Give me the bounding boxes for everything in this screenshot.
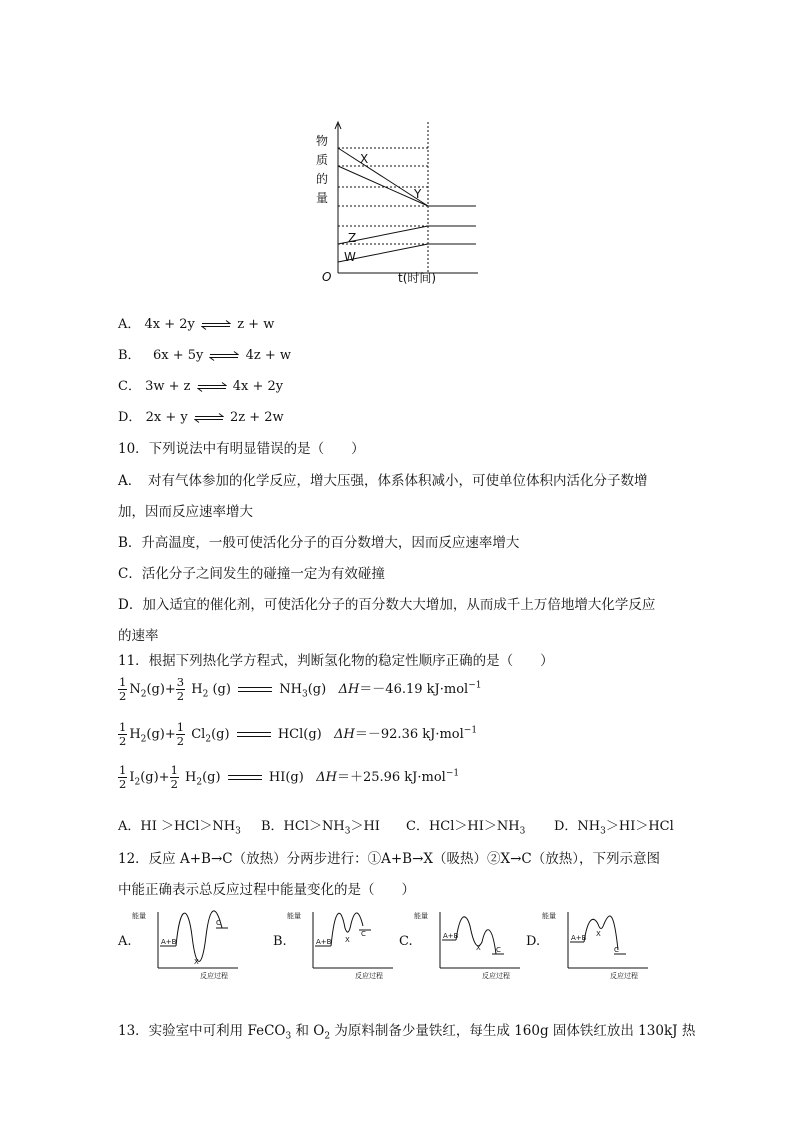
energy-diagram-a — [130, 906, 242, 980]
fraction: $\frac{1}{2}$ — [119, 763, 127, 791]
energy-diagram-c — [412, 906, 524, 980]
equilibrium-arrow-icon — [201, 320, 231, 330]
ylabel-char-3: 的 — [316, 172, 329, 186]
series-label-y: Y — [414, 187, 422, 201]
option-lhs: 2x + y — [145, 410, 188, 425]
q10-option-a-line1: A． 对有气体参加的化学反应，增大压强，体系体积减小，可使单位体积内活化分子数增 — [118, 473, 648, 489]
svg-text:A+B: A+B — [161, 938, 177, 946]
option-rhs: 4x + 2y — [232, 379, 284, 394]
q10-option-b: B．升高温度，一般可使活化分子的百分数增大，因而反应速率增大 — [118, 535, 520, 551]
svg-text:C: C — [361, 930, 366, 938]
svg-text:X: X — [194, 958, 199, 966]
q12-option-c-letter: C. — [399, 934, 413, 949]
q12-stem-line1: 12．反应 A+B→C（放热）分两步进行：①A+B→X（吸热）②X→C（放热），下列示意图 — [118, 851, 660, 867]
svg-text:X: X — [596, 930, 601, 938]
option-letter: D． — [118, 410, 142, 425]
svg-text:A+B: A+B — [571, 934, 587, 942]
equals-arrow-icon — [228, 774, 262, 782]
equilibrium-arrow-icon — [209, 351, 239, 361]
fraction: $\frac{1}{2}$ — [176, 720, 185, 748]
svg-text:A+B: A+B — [443, 932, 459, 940]
equals-arrow-icon — [237, 731, 271, 739]
ylabel-char-1: 物 — [316, 134, 329, 148]
fraction: $\frac{3}{2}$ — [176, 675, 185, 703]
option-letter: A． — [118, 317, 141, 332]
ylabel-char-2: 质 — [316, 153, 329, 167]
option-rhs: 2z + 2w — [229, 410, 284, 425]
series-label-x: X — [360, 152, 369, 166]
amount-time-figure — [310, 118, 490, 288]
series-label-w: W — [344, 250, 356, 264]
q11-stem: 11．根据下列热化学方程式，判断氢化物的稳定性顺序正确的是（ ） — [118, 653, 554, 669]
svg-text:A+B: A+B — [316, 938, 332, 946]
fraction: $\frac{1}{2}$ — [119, 675, 127, 703]
energy-diagram-d — [540, 906, 652, 980]
q12-option-b-letter: B. — [273, 934, 287, 949]
q9-option-b — [118, 344, 291, 363]
equals-arrow-icon — [238, 686, 272, 694]
equilibrium-arrow-icon — [197, 382, 227, 392]
svg-text:C: C — [496, 946, 501, 954]
option-letter: C． — [118, 379, 141, 394]
option-rhs: z + w — [237, 317, 275, 332]
q11-option-a: A．HI $>HCl>NH_3$ — [118, 819, 241, 837]
svg-text:能量: 能量 — [414, 912, 428, 920]
q11-equation-3: $\frac{1}{2}$ $I_2(g)+$ $\frac{1}{2}$ $H_2(g)$ HI(g) ΔH＝＋25.96 kJ·mol$^{-1}$ — [119, 763, 460, 791]
svg-text:X: X — [476, 944, 481, 952]
svg-text:反应过程: 反应过程 — [482, 972, 510, 980]
equilibrium-arrow-icon — [194, 413, 224, 423]
option-lhs: 3w + z — [145, 379, 191, 394]
q9-option-a — [118, 313, 274, 332]
q10-option-d-line1: D．加入适宜的催化剂，可使活化分子的百分数大大增加，从而成千上万倍地增大化学反应 — [118, 597, 656, 613]
q11-option-d: D．$NH_3>HI>HCl$ — [554, 819, 674, 837]
q9-option-c — [118, 375, 283, 394]
origin-label: O — [322, 270, 332, 284]
q11-option-b: B．$HCl>NH_3>HI$ — [261, 819, 380, 837]
xlabel: t(时间) — [398, 271, 437, 285]
svg-text:能量: 能量 — [287, 912, 301, 920]
q10-stem: 10．下列说法中有明显错误的是（ ） — [118, 441, 365, 457]
q11-equation-1: $\frac{1}{2}$ $N_2(g)+$ $\frac{3}{2}$ $H_2$ (g) $NH_3(g)$ ΔH＝－46.19 kJ·mol$^{-1}$ — [119, 675, 482, 703]
fraction: $\frac{1}{2}$ — [119, 720, 127, 748]
option-letter: B． — [118, 348, 141, 363]
option-lhs: 6x + 5y — [152, 348, 204, 363]
q11-option-c: C．$HCl>HI>NH_3$ — [406, 819, 526, 837]
q12-option-a-letter: A. — [118, 934, 132, 949]
series-label-z: Z — [348, 231, 357, 245]
svg-text:反应过程: 反应过程 — [200, 972, 228, 980]
svg-text:反应过程: 反应过程 — [355, 972, 383, 980]
q10-option-a-line2: 加，因而反应速率增大 — [118, 504, 253, 520]
q13-stem: 13．实验室中可利用 FeCO$_3$ 和 $O_2$ 为原料制备少量铁红，每生成 160g 固体铁红放出 130kJ 热 — [118, 1023, 696, 1042]
q12-option-d-letter: D. — [526, 934, 541, 949]
ylabel-char-4: 量 — [316, 191, 329, 205]
q10-option-c: C．活化分子之间发生的碰撞一定为有效碰撞 — [118, 566, 385, 582]
q10-option-d-line2: 的速率 — [118, 628, 159, 644]
q9-option-d — [118, 406, 284, 425]
svg-text:C: C — [216, 919, 221, 927]
option-rhs: 4z + w — [245, 348, 292, 363]
option-lhs: 4x + 2y — [144, 317, 195, 332]
energy-diagram-b — [285, 906, 397, 980]
fraction: $\frac{1}{2}$ — [170, 763, 178, 791]
q11-equation-2: $\frac{1}{2}$ $H_2(g)+$ $\frac{1}{2}$ $Cl_2(g)$ HCl(g) ΔH＝－92.36 kJ·mol$^{-1}$ — [119, 720, 478, 748]
svg-text:X: X — [345, 936, 350, 944]
svg-text:反应过程: 反应过程 — [610, 972, 638, 980]
svg-text:能量: 能量 — [132, 912, 146, 920]
svg-text:C: C — [614, 946, 619, 954]
q12-stem-line2: 中能正确表示总反应过程中能量变化的是（ ） — [118, 882, 415, 898]
svg-text:能量: 能量 — [542, 912, 556, 920]
